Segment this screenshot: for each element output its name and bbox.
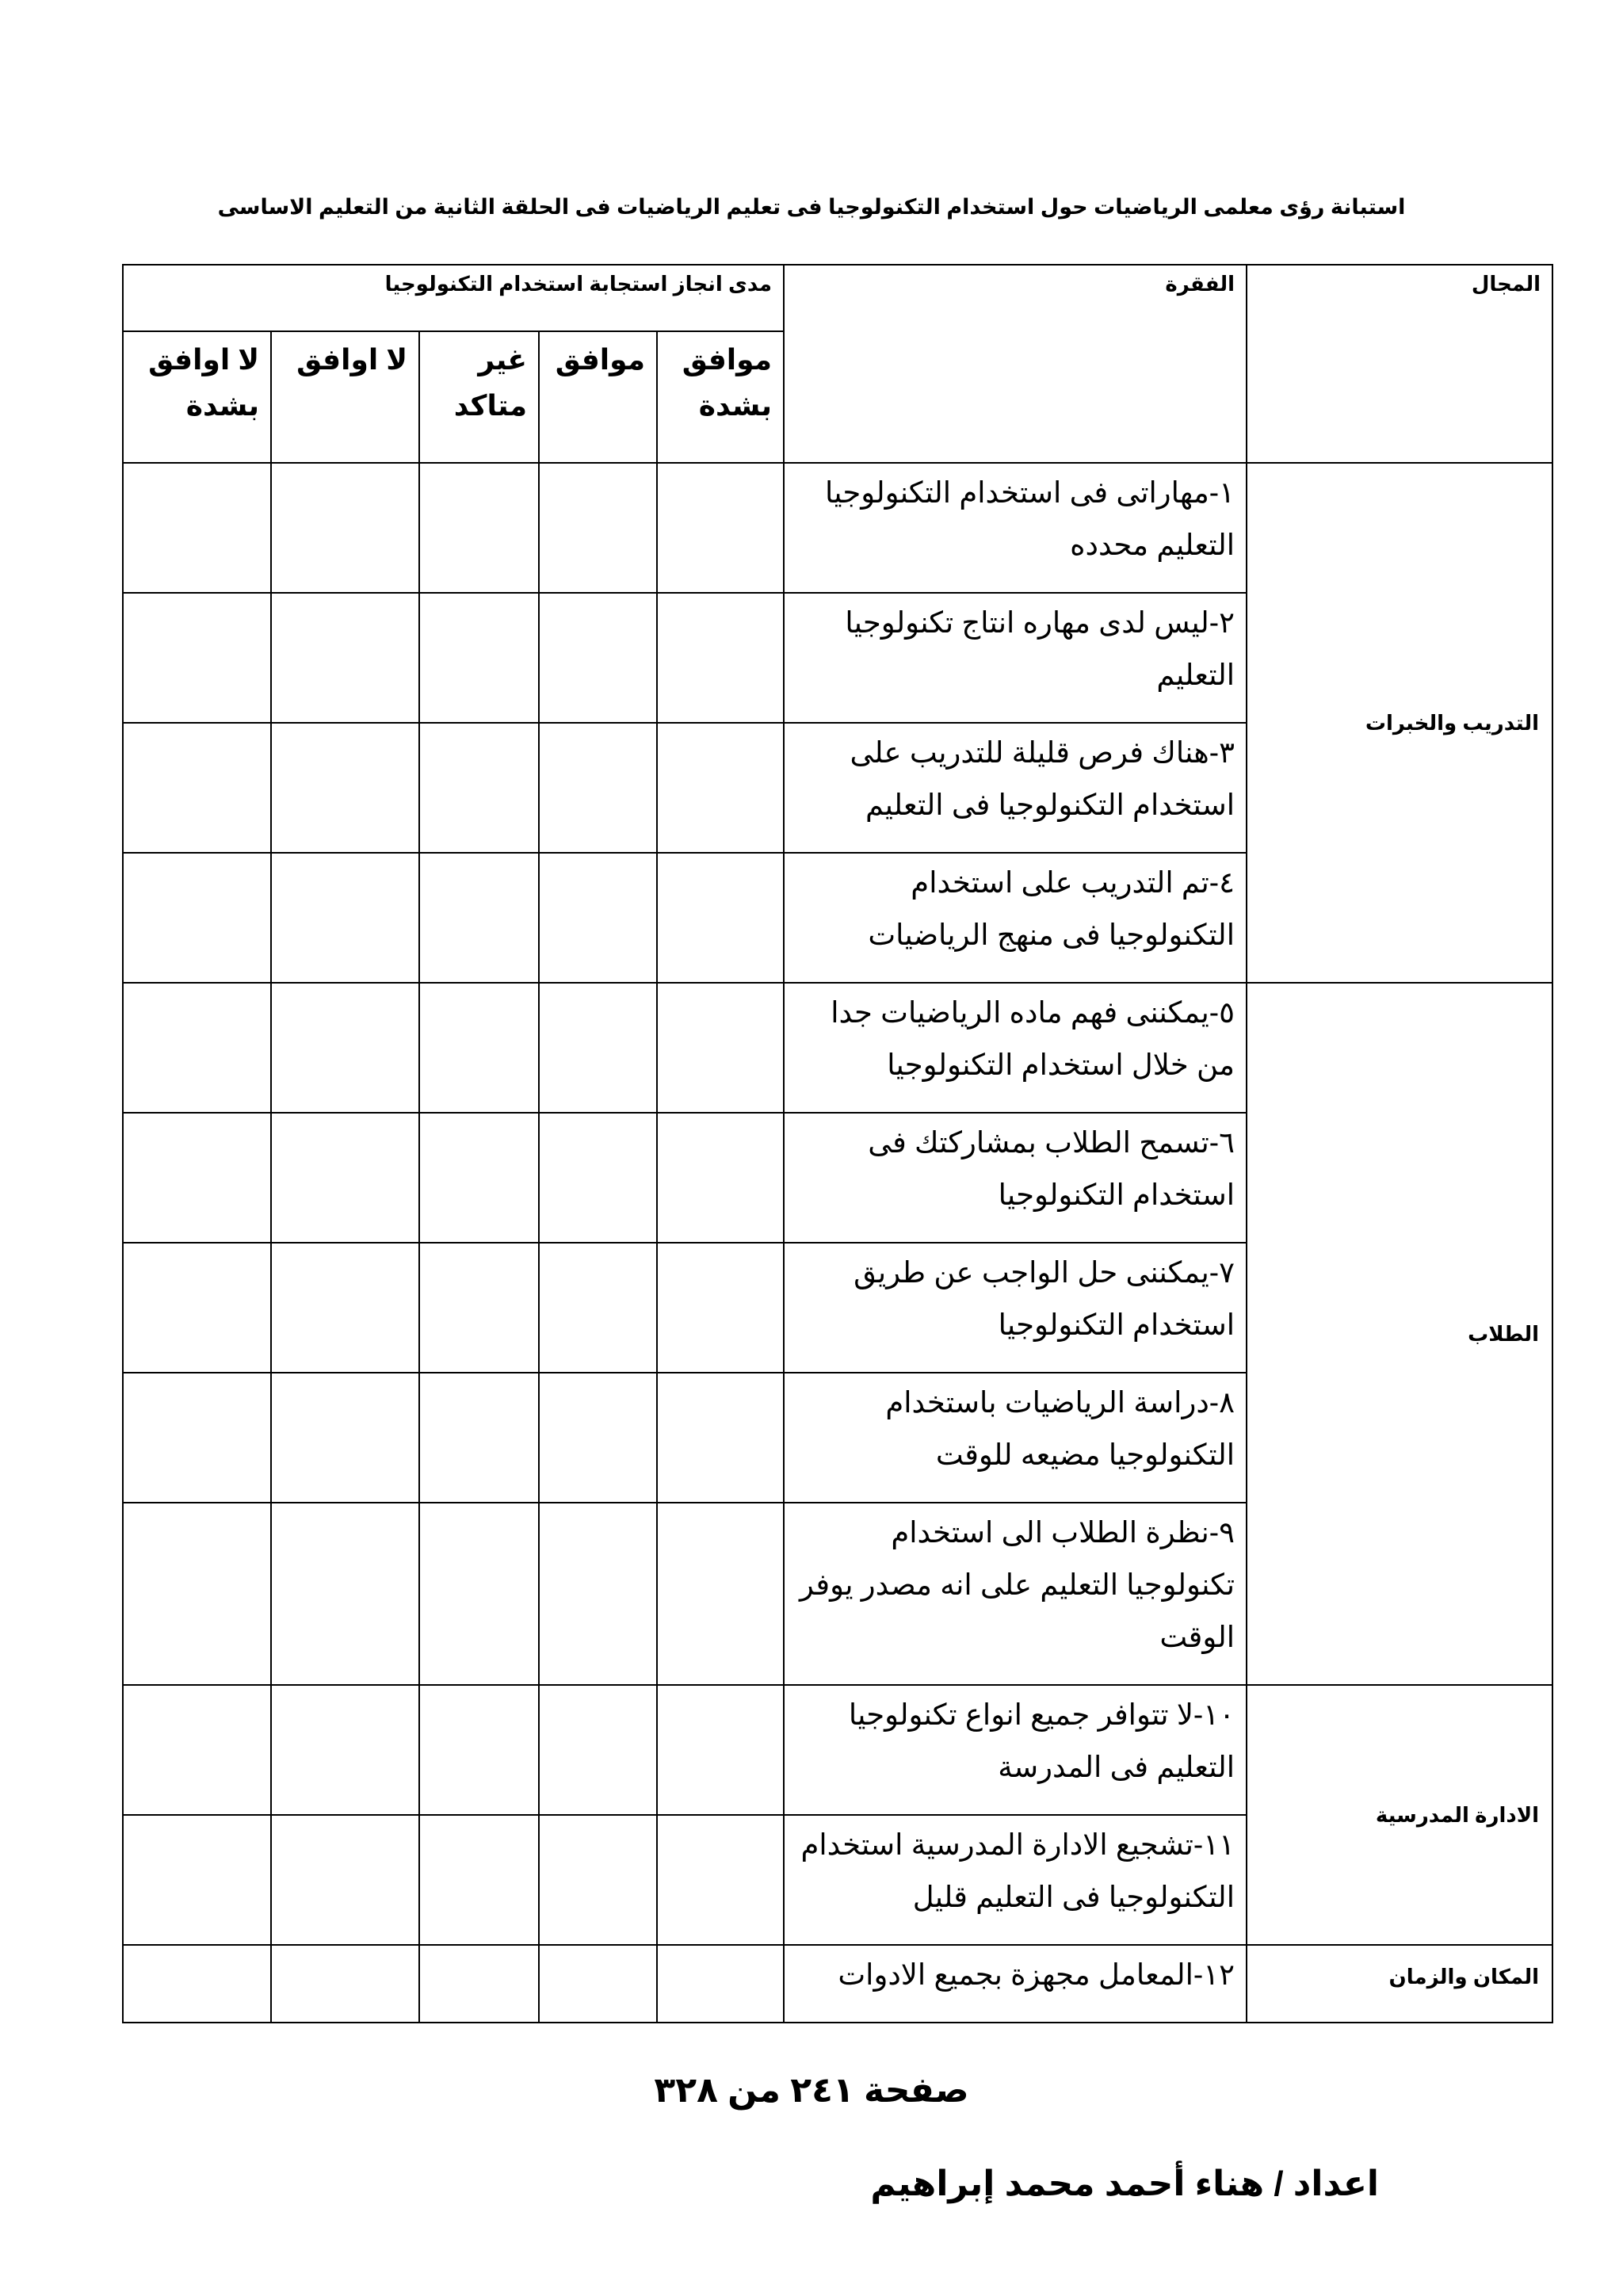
answer-cell[interactable] [123,983,271,1113]
col-header-response: مدى انجاز استجابة استخدام التكنولوجيا [123,265,784,331]
table-row [123,1945,1552,2023]
answer-cell[interactable] [123,593,271,723]
answer-cell[interactable] [657,1503,784,1685]
answer-cell[interactable] [657,1815,784,1945]
answer-cell[interactable] [271,1685,419,1815]
answer-cell[interactable] [123,1113,271,1243]
domain-training: التدريب والخبرات [1247,463,1552,983]
item-text: ١١-تشجيع الادارة المدرسية استخدام التكنولوجيا فى التعليم قليل [784,1815,1247,1945]
answer-cell[interactable] [123,1243,271,1373]
answer-cell[interactable] [123,1373,271,1503]
item-text: ١٢-المعامل مجهزة بجميع الادوات [784,1945,1247,2023]
domain-place-time: المكان والزمان [1247,1945,1552,2023]
page-title: استبانة رؤى معلمى الرياضيات حول استخدام التكنولوجيا فى تعليم الرياضيات فى الحلقة الثانية من التعليم الاساسى [217,195,1406,219]
item-text: ١-مهاراتى فى استخدام التكنولوجيا التعليم محدده [784,463,1247,593]
domain-students: الطلاب [1247,983,1552,1685]
answer-cell[interactable] [539,1243,657,1373]
answer-cell[interactable] [419,723,539,853]
answer-cell[interactable] [271,1373,419,1503]
answer-cell[interactable] [271,1243,419,1373]
answer-cell[interactable] [657,853,784,983]
answer-cell[interactable] [539,723,657,853]
answer-cell[interactable] [539,1685,657,1815]
answer-cell[interactable] [123,1503,271,1685]
answer-cell[interactable] [539,1945,657,2023]
answer-cell[interactable] [123,1945,271,2023]
answer-cell[interactable] [419,1503,539,1685]
answer-cell[interactable] [271,1503,419,1685]
answer-cell[interactable] [419,463,539,593]
answer-cell[interactable] [657,1373,784,1503]
table-row [123,463,1552,593]
answer-cell[interactable] [539,1503,657,1685]
answer-cell[interactable] [539,983,657,1113]
response-disagree: لا اوافق [271,331,419,463]
answer-cell[interactable] [657,1113,784,1243]
item-text: ٨-دراسة الرياضيات باستخدام التكنولوجيا مضيعه للوقت [784,1373,1247,1503]
response-strongly-agree: موافق بشدة [657,331,784,463]
answer-cell[interactable] [271,593,419,723]
answer-cell[interactable] [419,593,539,723]
answer-cell[interactable] [539,463,657,593]
item-text: ٣-هناك فرص قليلة للتدريب على استخدام التكنولوجيا فى التعليم [784,723,1247,853]
answer-cell[interactable] [419,853,539,983]
answer-cell[interactable] [419,1113,539,1243]
answer-cell[interactable] [657,1945,784,2023]
domain-school-admin: الادارة المدرسية [1247,1685,1552,1945]
answer-cell[interactable] [271,1113,419,1243]
response-not-sure: غير متاكد [419,331,539,463]
item-text: ٤-تم التدريب على استخدام التكنولوجيا فى منهج الرياضيات [784,853,1247,983]
answer-cell[interactable] [271,1945,419,2023]
questionnaire-table [122,264,1553,2023]
answer-cell[interactable] [123,463,271,593]
item-text: ٦-تسمح الطلاب بمشاركتك فى استخدام التكنولوجيا [784,1113,1247,1243]
col-header-domain: المجال [1247,265,1552,463]
answer-cell[interactable] [657,723,784,853]
answer-cell[interactable] [123,1685,271,1815]
answer-cell[interactable] [419,1373,539,1503]
answer-cell[interactable] [271,983,419,1113]
answer-cell[interactable] [539,1113,657,1243]
item-text: ١٠-لا تتوافر جميع انواع تكنولوجيا التعليم فى المدرسة [784,1685,1247,1815]
item-text: ٩-نظرة الطلاب الى استخدام تكنولوجيا التعليم على انه مصدر يوفر الوقت [784,1503,1247,1685]
answer-cell[interactable] [271,853,419,983]
page-number: صفحة ٢٤١ من ٣٢٨ [654,2071,969,2110]
answer-cell[interactable] [539,593,657,723]
answer-cell[interactable] [123,1815,271,1945]
answer-cell[interactable] [271,1815,419,1945]
table-row [123,983,1552,1113]
answer-cell[interactable] [419,1685,539,1815]
answer-cell[interactable] [419,1815,539,1945]
answer-cell[interactable] [657,593,784,723]
answer-cell[interactable] [271,723,419,853]
answer-cell[interactable] [657,463,784,593]
answer-cell[interactable] [419,1945,539,2023]
answer-cell[interactable] [419,983,539,1113]
answer-cell[interactable] [419,1243,539,1373]
response-strongly-disagree: لا اوافق بشدة [123,331,271,463]
answer-cell[interactable] [657,1685,784,1815]
answer-cell[interactable] [539,1373,657,1503]
answer-cell[interactable] [271,463,419,593]
item-text: ٥-يمكننى فهم ماده الرياضيات جدا من خلال استخدام التكنولوجيا [784,983,1247,1113]
answer-cell[interactable] [657,1243,784,1373]
author-line: اعداد / هناء أحمد محمد إبراهيم [870,2164,1379,2203]
response-agree: موافق [539,331,657,463]
item-text: ٧-يمكننى حل الواجب عن طريق استخدام التكنولوجيا [784,1243,1247,1373]
col-header-item: الفقرة [784,265,1247,463]
answer-cell[interactable] [539,853,657,983]
answer-cell[interactable] [123,723,271,853]
answer-cell[interactable] [657,983,784,1113]
answer-cell[interactable] [539,1815,657,1945]
answer-cell[interactable] [123,853,271,983]
item-text: ٢-ليس لدى مهاره انتاج تكنولوجيا التعليم [784,593,1247,723]
table-row [123,1685,1552,1815]
